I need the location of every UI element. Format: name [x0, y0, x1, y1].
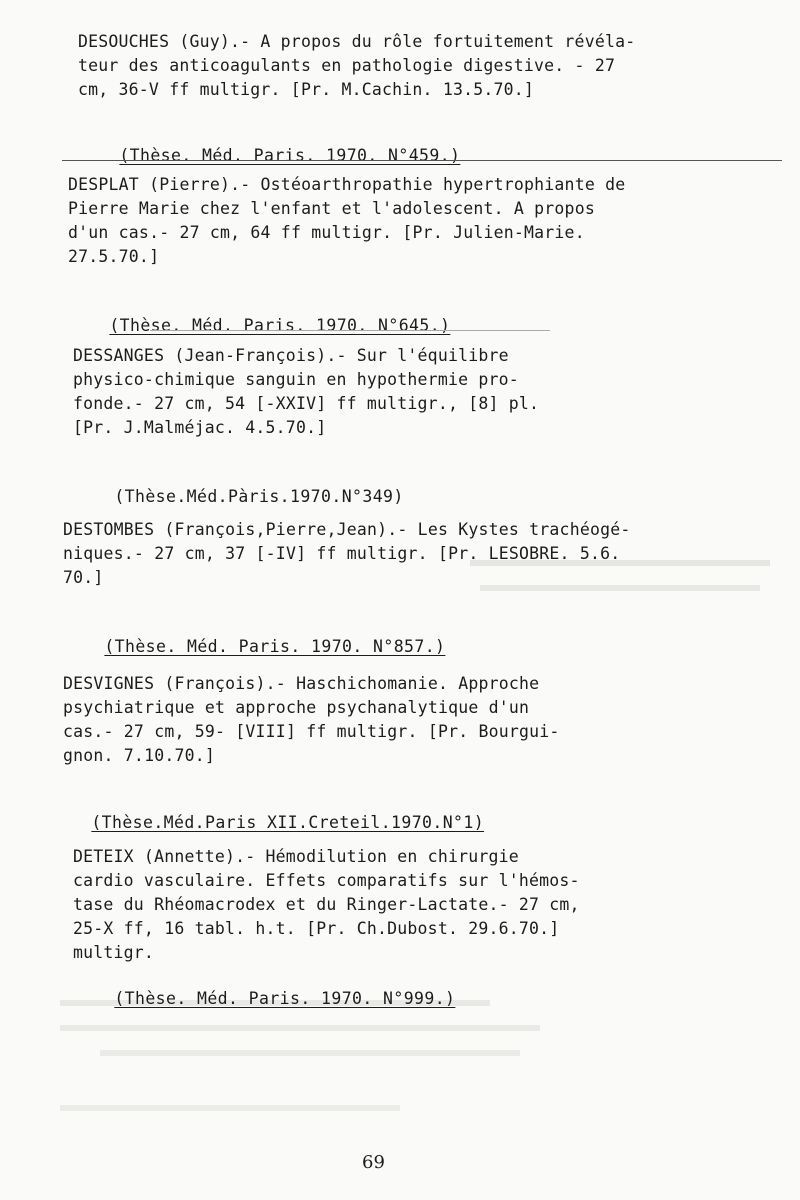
- entry-line: cas.- 27 cm, 59- [VIII] ff multigr. [Pr. Bourgui-: [63, 722, 560, 741]
- bibliography-entry: [63, 672, 560, 768]
- entry-line: cardio vasculaire. Effets comparatifs sur l'hémos-: [73, 871, 580, 890]
- thesis-reference: (Thèse.Méd.Paris XII.Creteil.1970.N°1): [91, 813, 485, 832]
- entry-line: 27.5.70.]: [68, 247, 160, 266]
- entry-line: DESTOMBES (François,Pierre,Jean).- Les Kystes trachéogé-: [63, 520, 631, 539]
- entry-line: cm, 36-V ff multigr. [Pr. M.Cachin. 13.5.70.]: [78, 80, 535, 99]
- entry-line: DESOUCHES (Guy).- A propos du rôle fortuitement révéla-: [78, 32, 636, 51]
- thesis-reference: (Thèse. Méd. Paris. 1970. N°999.): [114, 989, 456, 1008]
- entry-line: DESSANGES (Jean-François).- Sur l'équilibre: [73, 346, 509, 365]
- entry-line: DESPLAT (Pierre).- Ostéoarthropathie hypertrophiante de: [68, 175, 626, 194]
- page-number: 69: [362, 1152, 385, 1173]
- entry-line: physico-chimique sanguin en hypothermie pro-: [73, 370, 519, 389]
- bibliography-entry: [68, 173, 625, 269]
- entry-line: DETEIX (Annette).- Hémodilution en chirurgie: [73, 847, 519, 866]
- entry-line: multigr.: [73, 943, 155, 962]
- entry-line: psychiatrique et approche psychanalytique d'un: [63, 698, 530, 717]
- thesis-reference: (Thèse. Méd. Paris. 1970. N°645.): [109, 316, 451, 335]
- entry-line: 25-X ff, 16 tabl. h.t. [Pr. Ch.Dubost. 29.6.70.]: [73, 919, 560, 938]
- bibliography-entry: [73, 845, 580, 965]
- bibliography-entry: [63, 518, 631, 590]
- entry-line: teur des anticoagulants en pathologie digestive. - 27: [78, 56, 616, 75]
- bibliography-entry: [73, 344, 539, 440]
- entry-line: [Pr. J.Malméjac. 4.5.70.]: [73, 418, 327, 437]
- thesis-reference: (Thèse.Méd.Pàris.1970.N°349): [114, 487, 404, 506]
- entry-line: niques.- 27 cm, 37 [-IV] ff multigr. [Pr. LESOBRE. 5.6.: [63, 544, 621, 563]
- thesis-reference: (Thèse. Méd. Paris. 1970. N°459.): [119, 146, 461, 165]
- entry-line: DESVIGNES (François).- Haschichomanie. Approche: [63, 674, 540, 693]
- entry-line: tase du Rhéomacrodex et du Ringer-Lactate.- 27 cm,: [73, 895, 580, 914]
- entry-line: fonde.- 27 cm, 54 [-XXIV] ff multigr., [8] pl.: [73, 394, 540, 413]
- bibliography-entry: [78, 30, 635, 102]
- entry-line: Pierre Marie chez l'enfant et l'adolescent. A propos: [68, 199, 595, 218]
- thesis-reference: (Thèse. Méd. Paris. 1970. N°857.): [104, 637, 446, 656]
- entry-line: d'un cas.- 27 cm, 64 ff multigr. [Pr. Julien-Marie.: [68, 223, 585, 242]
- entry-line: 70.]: [63, 568, 104, 587]
- separator-line: [62, 160, 782, 161]
- separator-line: [150, 330, 550, 331]
- entry-line: gnon. 7.10.70.]: [63, 746, 216, 765]
